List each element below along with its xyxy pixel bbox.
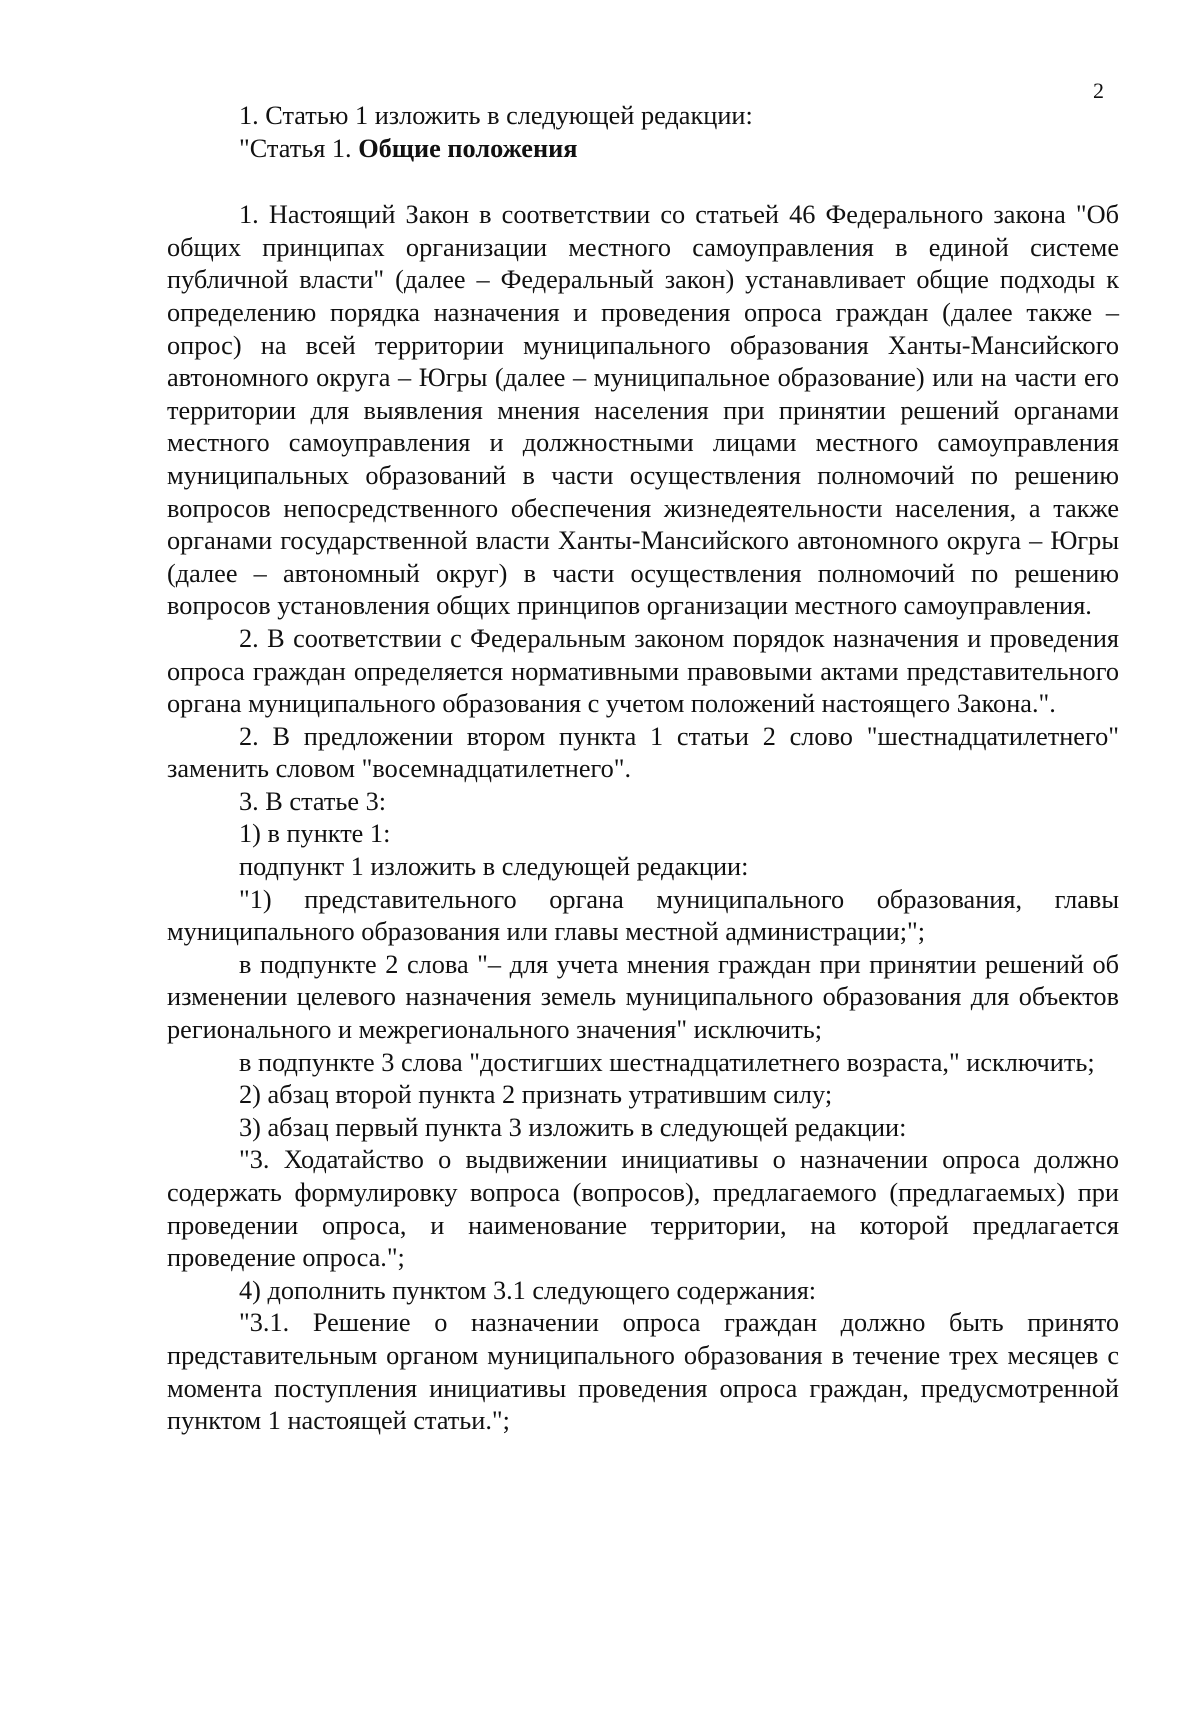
paragraph-article1-part1: 1. Настоящий Закон в соответствии со статьей 46 Федерального закона "Об общих принципах организации местного самоуправления в единой системе публичной власти" (далее – Федеральный закон) устанавливает общие подходы к определению порядка назначения и проведения опроса граждан (далее также – опрос) на всей территории муниципального образования Ханты-Мансийского автономного округа – Югры (далее – муниципальное образование) или на части его территории для выявления мнения населения при принятии решений органами местного самоуправления и должностными лицами местного самоуправления муниципальных образований в части осуществления полномочий по решению вопросов непосредственного обеспечения жизнедеятельности населения, а также органами государственной власти Ханты-Мансийского автономного округа – Югры (далее – автономный округ) в части осуществления полномочий по решению вопросов установления общих принципов организации местного самоуправления. [167, 200, 1119, 621]
paragraph-item-3: 3) абзац первый пункта 3 изложить в следующей редакции: [239, 1112, 907, 1142]
paragraph-item-4: 4) дополнить пунктом 3.1 следующего содержания: [239, 1275, 817, 1305]
amendment-intro: 1. Статью 1 изложить в следующей редакции: [239, 101, 753, 130]
paragraph-article1-part2: 2. В соответствии с Федеральным законом порядок назначения и проведения опроса граждан определяется нормативными правовыми актами представительного органа муниципального образования с учетом положений настоящего Закона.". [167, 623, 1119, 719]
article-heading [167, 133, 1119, 166]
document-body [167, 100, 1119, 1438]
paragraph-item-2: 2) абзац второй пункта 2 признать утратившим силу; [239, 1080, 833, 1110]
paragraph-amendment-3: 3. В статье 3: [239, 786, 387, 816]
paragraph-subitem-1-text: "1) представительного органа муниципального образования, главы муниципального образования или главы местной администрации;"; [167, 884, 1119, 947]
paragraph-item-1: 1) в пункте 1: [239, 819, 391, 849]
paragraph-subitem-1-intro: подпункт 1 изложить в следующей редакции: [239, 852, 749, 882]
article-heading-prefix: "Статья 1. [239, 133, 359, 163]
paragraph-item-3-text: "3. Ходатайство о выдвижении инициативы о назначении опроса должно содержать формулировку вопроса (вопросов), предлагаемого (предлагаемых) при проведении опроса, и наименование территории, на которой предлагается проведение опроса."; [167, 1145, 1119, 1273]
paragraph-subitem-3: в подпункте 3 слова "достигших шестнадцатилетнего возраста," исключить; [239, 1047, 1095, 1077]
page-number: 2 [1093, 78, 1104, 103]
spacer [167, 165, 1119, 199]
paragraph-subitem-2: в подпункте 2 слова "– для учета мнения граждан при принятии решений об изменении целевого назначения земель муниципального образования для объектов регионального и межрегионального значения" исключить; [167, 949, 1119, 1045]
article-heading-title: Общие положения [358, 133, 578, 163]
paragraph-amendment-2: 2. В предложении втором пункта 1 статьи 2 слово "шестнадцатилетнего" заменить словом "восемнадцатилетнего". [167, 721, 1119, 784]
paragraph-item-4-text: "3.1. Решение о назначении опроса граждан должно быть принято представительным органом муниципального образования в течение трех месяцев с момента поступления инициативы проведения опроса граждан, предусмотренной пунктом 1 настоящей статьи."; [167, 1308, 1119, 1436]
